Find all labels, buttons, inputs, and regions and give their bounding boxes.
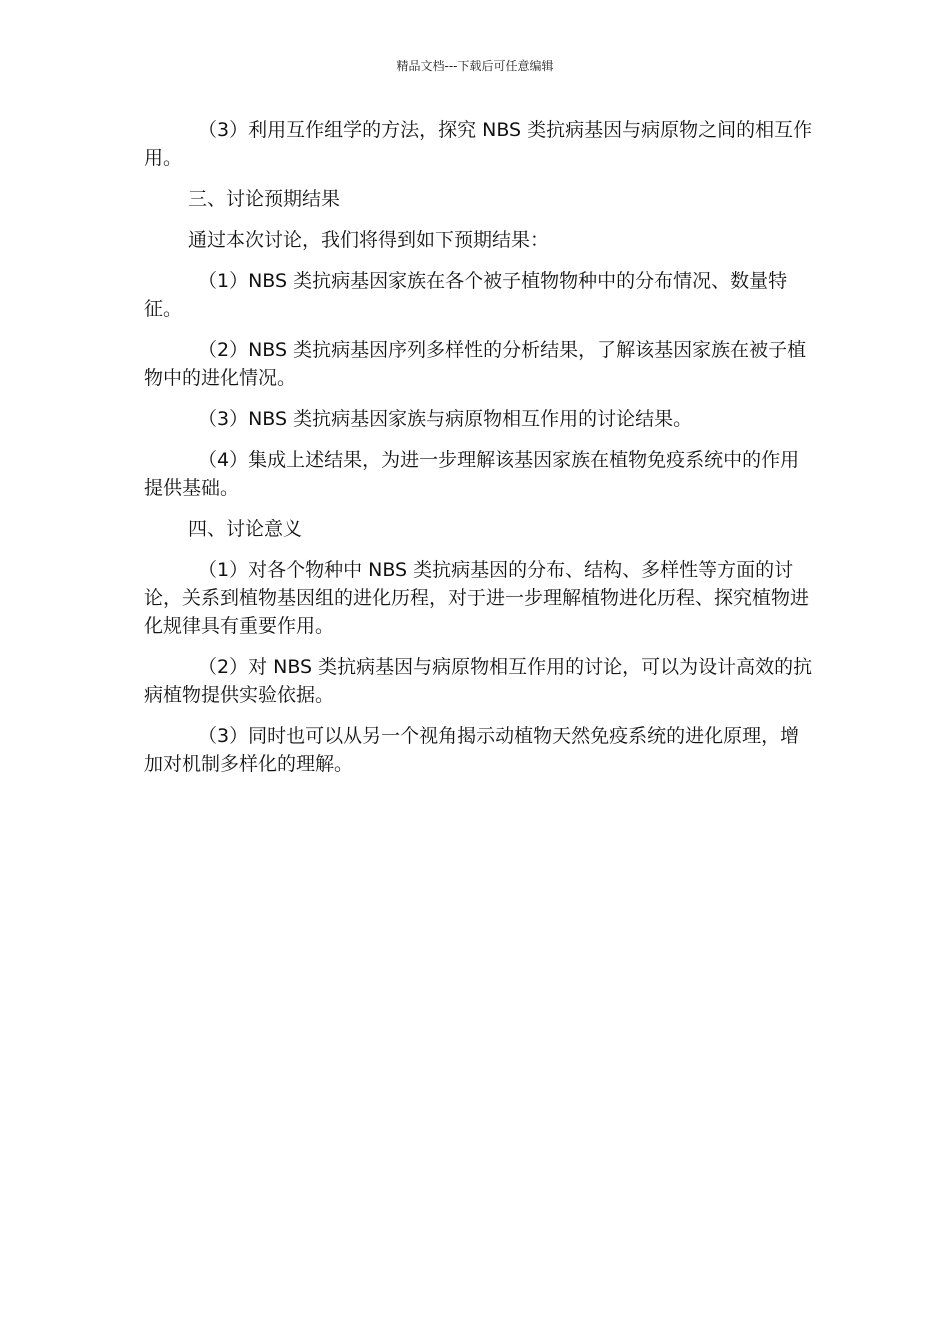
- paragraph-result-1: （1）NBS 类抗病基因家族在各个被子植物物种中的分布情况、数量特征。: [144, 270, 788, 320]
- paragraph-significance-1: （1）对各个物种中 NBS 类抗病基因的分布、结构、多样性等方面的讨论，关系到植物基因组的进化历程，对于进一步理解植物进化历程、探究植物进化规律具有重要作用。: [144, 559, 810, 637]
- section-heading-significance: 四、讨论意义: [188, 518, 303, 540]
- paragraph-result-3: （3）NBS 类抗病基因家族与病原物相互作用的讨论结果。: [198, 408, 693, 430]
- paragraph-method-3: （3）利用互作组学的方法，探究 NBS 类抗病基因与病原物之间的相互作用。: [144, 119, 813, 169]
- page-header: 精品文档---下载后可任意编辑: [396, 59, 554, 73]
- paragraph-result-2: （2）NBS 类抗病基因序列多样性的分析结果，了解该基因家族在被子植物中的进化情况。: [144, 339, 807, 389]
- paragraph-significance-3: （3）同时也可以从另一个视角揭示动植物天然免疫系统的进化原理，增加对机制多样化的理解。: [144, 725, 800, 775]
- paragraph-result-4: （4）集成上述结果，为进一步理解该基因家族在植物免疫系统中的作用提供基础。: [144, 449, 800, 499]
- document-body: [144, 116, 816, 791]
- section-heading-expected-results: 三、讨论预期结果: [188, 188, 341, 210]
- paragraph-significance-2: （2）对 NBS 类抗病基因与病原物相互作用的讨论，可以为设计高效的抗病植物提供实验依据。: [144, 656, 813, 706]
- paragraph-results-intro: 通过本次讨论，我们将得到如下预期结果：: [188, 229, 550, 251]
